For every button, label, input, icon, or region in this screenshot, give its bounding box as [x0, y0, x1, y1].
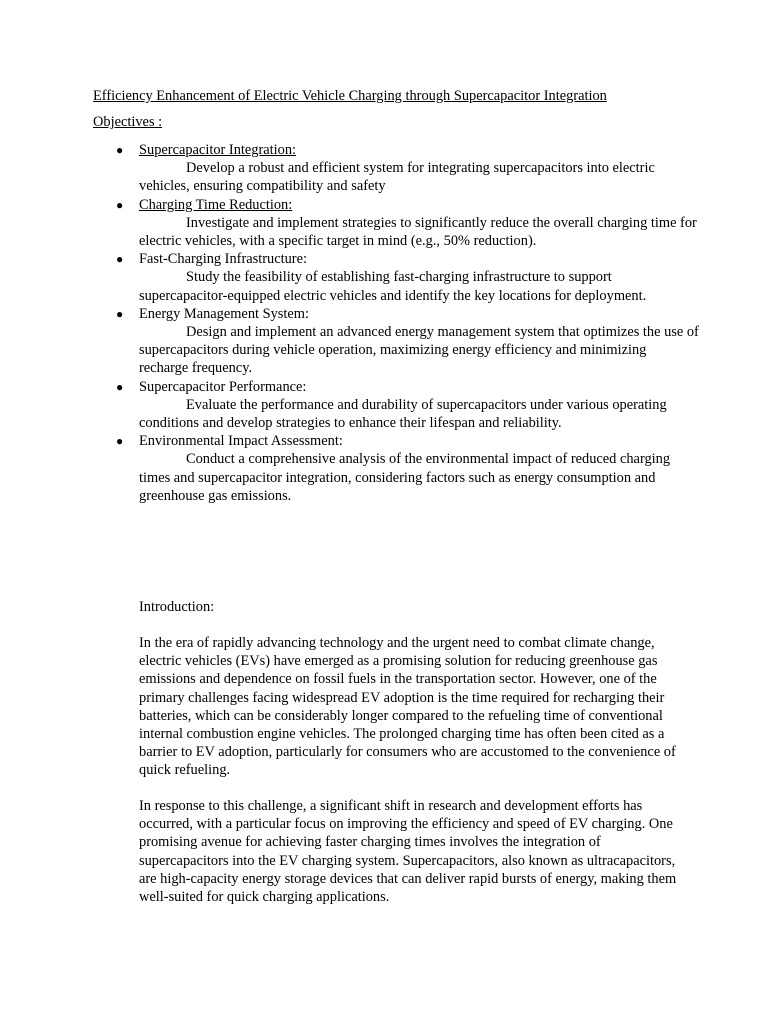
bullet-icon: ●: [116, 379, 124, 394]
objective-item: [116, 250, 699, 305]
bullet-icon: ●: [116, 197, 124, 212]
objective-description: Develop a robust and efficient system for integrating supercapacitors into electric vehicles, ensuring compatibility and safety: [139, 160, 655, 195]
objectives-heading: Objectives :: [93, 114, 163, 130]
document-title: Efficiency Enhancement of Electric Vehicle Charging through Supercapacitor Integration: [93, 88, 607, 104]
objective-description: Design and implement an advanced energy management system that optimizes the use of supercapacitors during vehicle operation, maximizing energy efficiency and minimizing recharge frequency.: [139, 324, 699, 377]
bullet-icon: ●: [116, 252, 124, 267]
objective-heading: Energy Management System:: [139, 305, 309, 322]
objective-description: Investigate and implement strategies to significantly reduce the overall charging time for electric vehicles, with a specific target in mind (e.g., 50% reduction).: [139, 214, 697, 250]
bullet-icon: ●: [116, 434, 124, 449]
objective-description: Conduct a comprehensive analysis of the environmental impact of reduced charging times and supercapacitor integration, considering factors such as energy consumption and greenhouse gas emissions.: [139, 451, 671, 504]
objective-description: Study the feasibility of establishing fast-charging infrastructure to support supercapacitor-equipped electric vehicles and identify the key locations for deployment.: [139, 269, 647, 304]
introduction-paragraph: In response to this challenge, a significant shift in research and development efforts has occurred, with a particular focus on improving the efficiency and speed of EV charging. One promising avenue for achieving faster charging times involves the integration of supercapacitors into the EV charging system. Supercapacitors, also known as ultracapacitors, are high-capacity energy storage devices that can deliver rapid bursts of energy, making them well-suited for quick charging applications.: [139, 798, 677, 906]
bullet-icon: ●: [116, 143, 124, 157]
objective-item: [116, 141, 699, 196]
objective-item: [116, 378, 699, 433]
objective-description: Evaluate the performance and durability of supercapacitors under various operating conditions and develop strategies to enhance their lifespan and reliability.: [139, 396, 667, 432]
introduction-heading: Introduction:: [139, 599, 215, 615]
objective-heading: Fast-Charging Infrastructure:: [139, 251, 307, 268]
objective-item: [116, 432, 699, 505]
objective-heading: Charging Time Reduction:: [139, 196, 293, 213]
introduction-paragraph: In the era of rapidly advancing technology and the urgent need to combat climate change, electric vehicles (EVs) have emerged as a promising solution for reducing greenhouse gas emissions and dependence on fossil fuels in the transportation sector. However, one of the primary challenges facing widespread EV adoption is the time required for recharging their batteries, which can be considerably longer compared to the refueling time of conventional internal combustion engine vehicles. The prolonged charging time has often been cited as a barrier to EV adoption, particularly for consumers who are accustomed to the convenience of quick refueling.: [139, 635, 676, 779]
objective-item: [116, 305, 699, 378]
bullet-icon: ●: [116, 306, 124, 321]
objective-heading: Supercapacitor Performance:: [139, 378, 307, 395]
objectives-list: [116, 141, 699, 505]
objective-item: [116, 196, 699, 251]
objective-heading: Supercapacitor Integration:: [139, 142, 297, 158]
objective-heading: Environmental Impact Assessment:: [139, 433, 343, 450]
